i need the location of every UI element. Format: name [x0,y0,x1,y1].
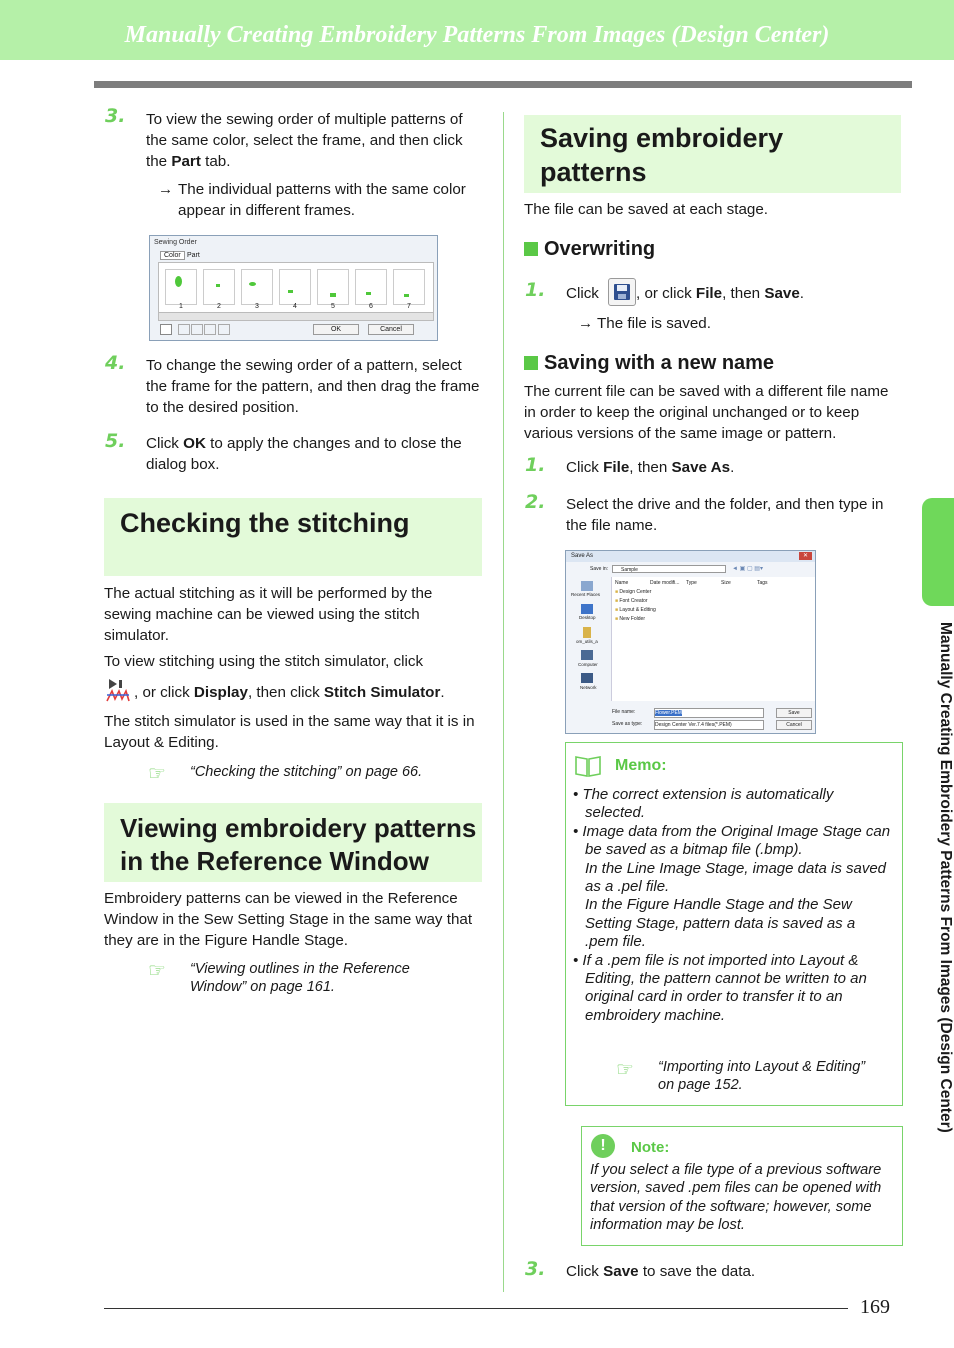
frame-number: 2 [217,303,221,310]
paragraph: The actual stitching as it will be performed by the sewing machine can be viewed using the stitch simulator. [104,585,433,644]
memo-list [573,786,891,1025]
step-text: Click [566,285,599,302]
tab-part[interactable]: Part [187,252,200,259]
memo-item: • Image data from the Original Image Stage can be saved as a bitmap file (.bmp). [573,822,891,859]
list-item[interactable]: ■ Design Center [615,589,652,595]
step-number: 2. [525,491,546,513]
save-button[interactable] [608,278,636,306]
list-item[interactable]: ■ New Folder [615,616,645,622]
column-header[interactable]: Size [721,580,731,586]
column-divider [503,112,504,1292]
paragraph: Embroidery patterns can be viewed in the Reference Window in the Sew Setting Stage in the same way that they are in the Figure Handle Stage. [104,890,473,949]
tool-icon[interactable] [191,324,203,335]
paragraph: The stitch simulator is used in the same way that it is in Layout & Editing. [104,713,475,751]
stitch-simulator-icon[interactable] [105,677,131,703]
computer-icon [581,650,593,660]
list-item[interactable]: ■ Layout & Editing [615,607,656,613]
tab-color[interactable]: Color [160,251,185,260]
frame-number: 7 [407,303,411,310]
pattern-leaf [175,276,182,287]
cross-reference-link[interactable]: Window” on page 161. [190,979,335,995]
memo-item: • If a .pem file is not imported into Layout & Editing, the pattern cannot be written to an original card in order to transfer it to an embroidery machine. [573,951,867,1024]
floppy-disk-icon [609,279,635,305]
place-item[interactable]: Computer [578,662,598,667]
pattern-leaf [216,284,220,287]
section-heading-line1: Viewing embroidery patterns [120,813,477,843]
close-icon[interactable]: ✕ [799,552,812,560]
square-bullet-icon [524,242,538,256]
step-number: 1. [525,279,546,301]
frame[interactable] [165,269,197,305]
frame[interactable] [241,269,273,305]
dialog-title: Sewing Order [154,239,197,246]
cross-reference-link[interactable]: “Viewing outlines in the Reference [190,961,410,977]
section-heading-line2: patterns [540,157,647,187]
frame[interactable] [355,269,387,305]
pattern-leaf [288,290,293,293]
pattern-leaf [404,294,409,297]
network-icon [581,673,593,683]
sewing-order-screenshot [149,235,438,341]
frame-number: 4 [293,303,297,310]
save-button[interactable]: Save [776,708,812,718]
folder-icon: ■ [615,589,619,595]
column-header[interactable]: Date modifi... [650,580,680,586]
tool-icon[interactable] [204,324,216,335]
section-heading-line2: in the Reference Window [120,846,429,876]
frames-area [158,262,434,321]
frame-number: 3 [255,303,259,310]
note-title: Note: [631,1139,670,1156]
memo-box [565,742,903,1106]
step-text: Click Save to save the data. [566,1263,756,1280]
step-text: Click OK to apply the changes and to close the dialog box. [146,435,462,473]
frame[interactable] [279,269,311,305]
column-header[interactable]: Tags [757,580,768,586]
frame[interactable] [317,269,349,305]
memo-item: • The correct extension is automatically selected. [573,786,834,822]
tool-icon[interactable] [178,324,190,335]
cross-reference-link[interactable]: on page 152. [658,1077,743,1093]
save-type-select[interactable]: Design Center Ver.7.4 files(*.PEM) [654,720,764,730]
folder-icon: ■ [615,607,619,613]
cancel-button[interactable]: Cancel [368,324,414,335]
save-type-label: Save as type: [612,721,643,727]
section-heading-box [524,115,901,193]
save-in-select[interactable]: Sample [612,565,726,573]
tool-icon[interactable] [218,324,230,335]
result-text: The file is saved. [597,315,711,332]
place-item[interactable]: Recent Places [571,592,601,597]
dialog-titlebar [566,551,815,562]
recent-places-icon [581,581,593,591]
frame[interactable] [203,269,235,305]
square-bullet-icon [524,356,538,370]
step-text: Click File, then Save As. [566,459,735,476]
cross-reference-link[interactable]: “Checking the stitching” on page 66. [190,764,423,780]
user-folder-icon [583,627,591,638]
reference-hand-icon: ☞ [148,960,166,982]
subsection-heading: Overwriting [524,238,655,261]
paragraph: The current file can be saved with a different file name in order to keep the original unchanged or to keep various versions of the same image or pattern. [524,383,889,442]
section-heading: Checking the stitching [120,508,410,538]
frame-number: 5 [331,303,335,310]
paragraph: , or click Display, then click Stitch Simulator. [134,684,445,701]
file-name-label: File name: [612,709,636,715]
section-heading-line1: Saving embroidery [540,123,784,153]
step-number: 3. [105,105,126,127]
paragraph: To view stitching using the stitch simulator, click [104,653,424,670]
column-header[interactable]: Name [615,580,629,586]
section-heading-box [104,803,482,882]
place-item[interactable]: om_utils_a [576,639,598,644]
folder-icon: ■ [615,598,619,604]
step-number: 5. [105,430,126,452]
frame[interactable] [393,269,425,305]
step-number: 4. [105,352,126,374]
file-list [611,577,815,701]
folder-icon: ■ [615,616,619,622]
cross-reference-link[interactable]: “Importing into Layout & Editing” [658,1059,866,1075]
page-title: Manually Creating Embroidery Patterns From Images (Design Center) [124,22,830,48]
frame-number: 1 [179,303,183,310]
save-in-label: Save in: [590,566,609,572]
reference-hand-icon: ☞ [616,1059,634,1081]
book-icon [574,754,602,778]
step-number: 3. [525,1258,546,1280]
page-number: 169 [860,1296,890,1318]
place-item[interactable]: Desktop [579,615,596,620]
frames-scrollbar[interactable] [159,312,433,320]
subsection-heading: Saving with a new name [524,352,774,375]
frame-number: 6 [369,303,373,310]
result-text: The individual patterns with the same color appear in different frames. [178,181,466,219]
ok-button[interactable]: OK [313,324,359,335]
step-text: , or click File, then Save. [636,285,805,302]
result-arrow: → [578,315,594,332]
reference-hand-icon: ☞ [148,763,166,785]
paragraph: The file can be saved at each stage. [524,201,769,218]
file-name-input[interactable]: Flower.PEM [654,708,764,718]
pattern-leaf [366,292,371,295]
sort-icon[interactable] [160,324,172,335]
exclamation-icon: ! [591,1134,615,1158]
step-text: To change the sewing order of a pattern, select the frame for the pattern, and then drag the frame to the desired position. [146,357,480,416]
footer-rule [104,1308,848,1309]
section-heading-box [104,498,482,576]
chapter-side-title: Manually Creating Embroidery Patterns From Images (Design Center) [937,622,954,1133]
chapter-tab[interactable] [922,498,954,606]
step-text: To view the sewing order of multiple patterns of the same color, select the frame, and then click the Part tab. [146,111,463,170]
note-box [581,1126,903,1246]
memo-title: Memo: [615,757,667,774]
places-bar [566,577,611,732]
save-as-screenshot [565,550,816,734]
header-divider [94,81,912,88]
pattern-leaf [330,293,336,297]
place-item[interactable]: Network [580,685,597,690]
pattern-leaf [249,282,256,286]
list-item[interactable]: ■ Font Creator [615,598,648,604]
step-text: Select the drive and the folder, and then type in the file name. [566,496,884,534]
column-header[interactable]: Type [686,580,697,586]
memo-item: In the Figure Handle Stage and the Sew Setting Stage, pattern data is saved as a .pem file. [585,896,856,951]
step-number: 1. [525,454,546,476]
cancel-button[interactable]: Cancel [776,720,812,730]
memo-item: In the Line Image Stage, image data is saved as a .pel file. [585,859,887,896]
desktop-icon [581,604,593,614]
toolbar-icons[interactable]: ◄ ▣ ▢ ▤▾ [732,566,763,572]
note-text: If you select a file type of a previous software version, saved .pem files can be opened with that version of the software; however, some information may be lost. [590,1162,882,1234]
result-arrow: → [158,181,174,198]
dialog-title: Save As [571,553,594,559]
